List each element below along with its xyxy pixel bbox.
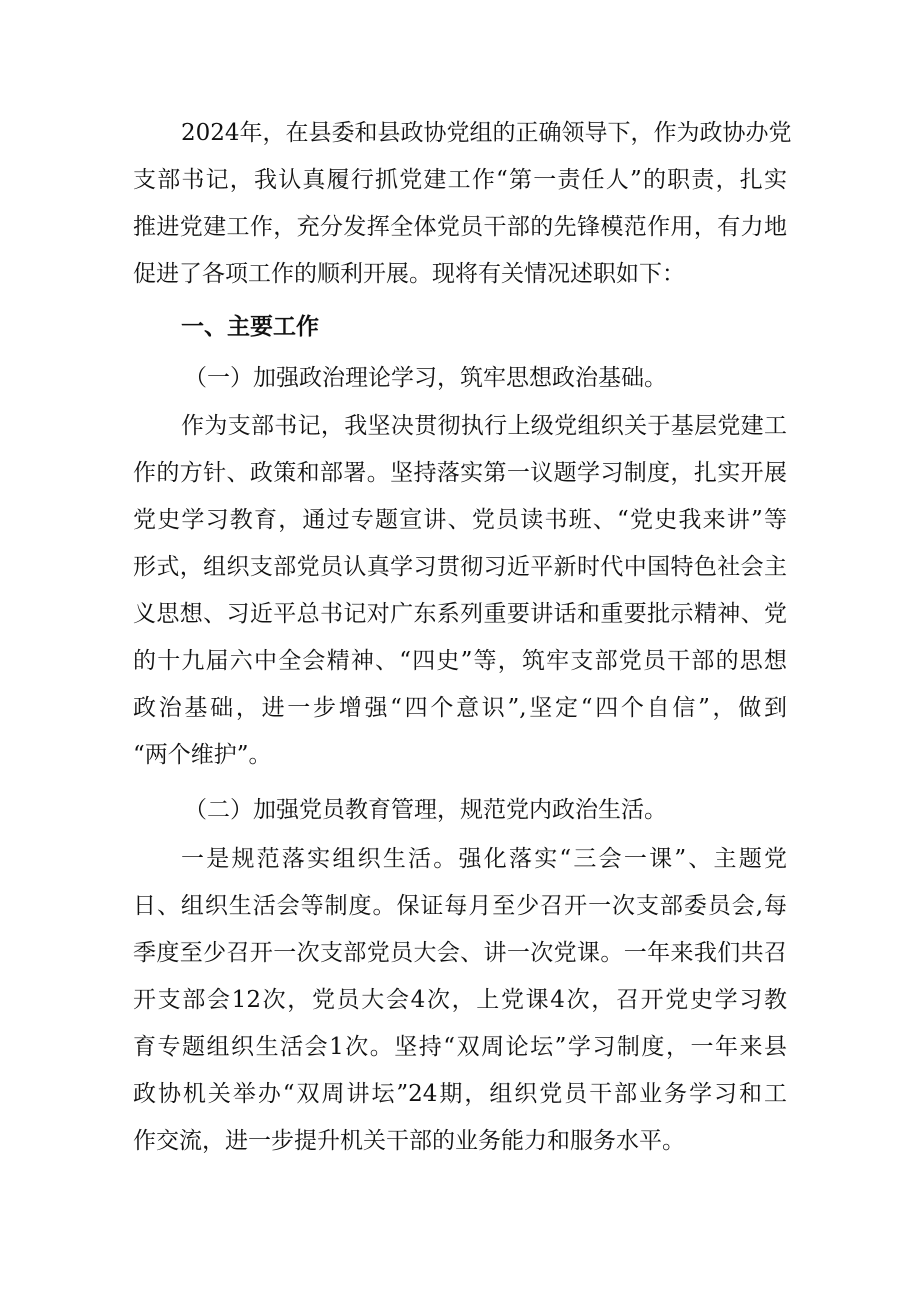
sub1-line-2: 作的方针、政策和部署。坚持落实第一议题学习制度，扎实开展 xyxy=(133,460,787,486)
sub1-line-8: “两个维护”。 xyxy=(133,742,272,768)
intro-line-3: 推进党建工作，充分发挥全体党员干部的先锋模范作用，有力地 xyxy=(133,214,787,240)
sub1-line-1: 作为支部书记，我坚决贯彻执行上级党组织关于基层党建工 xyxy=(181,413,787,439)
sub2-line-3: 季度至少召开一次支部党员大会、讲一次党课。一年来我们共召 xyxy=(133,940,787,966)
sub2-line-2: 日、组织生活会等制度。保证每月至少召开一次支部委员会,每 xyxy=(133,893,787,919)
section-heading-main-work: 一、主要工作 xyxy=(181,314,319,340)
intro-line-1: 2024年，在县委和县政协党组的正确领导下，作为政协办党 xyxy=(181,120,792,146)
sub2-line-6: 政协机关举办“双周讲坛”24期，组织党员干部业务学习和工 xyxy=(133,1081,787,1107)
sub2-line-7: 作交流，进一步提升机关干部的业务能力和服务水平。 xyxy=(133,1128,685,1154)
subsection-title-2: （二）加强党员教育管理，规范党内政治生活。 xyxy=(184,797,667,823)
sub1-line-3: 党史学习教育，通过专题宣讲、党员读书班、“党史我来讲”等 xyxy=(133,507,787,533)
subsection-title-1: （一）加强政治理论学习，筑牢思想政治基础。 xyxy=(184,365,667,391)
sub1-line-7: 政治基础，进一步增强“四个意识”,坚定“四个自信”，做到 xyxy=(133,695,787,721)
sub2-line-5: 育专题组织生活会1次。坚持“双周论坛”学习制度，一年来县 xyxy=(133,1034,787,1060)
sub2-line-4: 开支部会12次，党员大会4次，上党课4次，召开党史学习教 xyxy=(133,987,787,1013)
intro-line-2: 支部书记，我认真履行抓党建工作“第一责任人”的职责，扎实 xyxy=(133,167,787,193)
sub1-line-5: 义思想、习近平总书记对广东系列重要讲话和重要批示精神、党 xyxy=(133,601,787,627)
sub1-line-4: 形式，组织支部党员认真学习贯彻习近平新时代中国特色社会主 xyxy=(133,554,787,580)
sub1-line-6: 的十九届六中全会精神、“四史”等，筑牢支部党员干部的思想 xyxy=(133,648,787,674)
intro-line-4: 促进了各项工作的顺利开展。现将有关情况述职如下： xyxy=(133,261,685,287)
sub2-line-1: 一是规范落实组织生活。强化落实“三会一课”、主题党 xyxy=(181,846,787,872)
